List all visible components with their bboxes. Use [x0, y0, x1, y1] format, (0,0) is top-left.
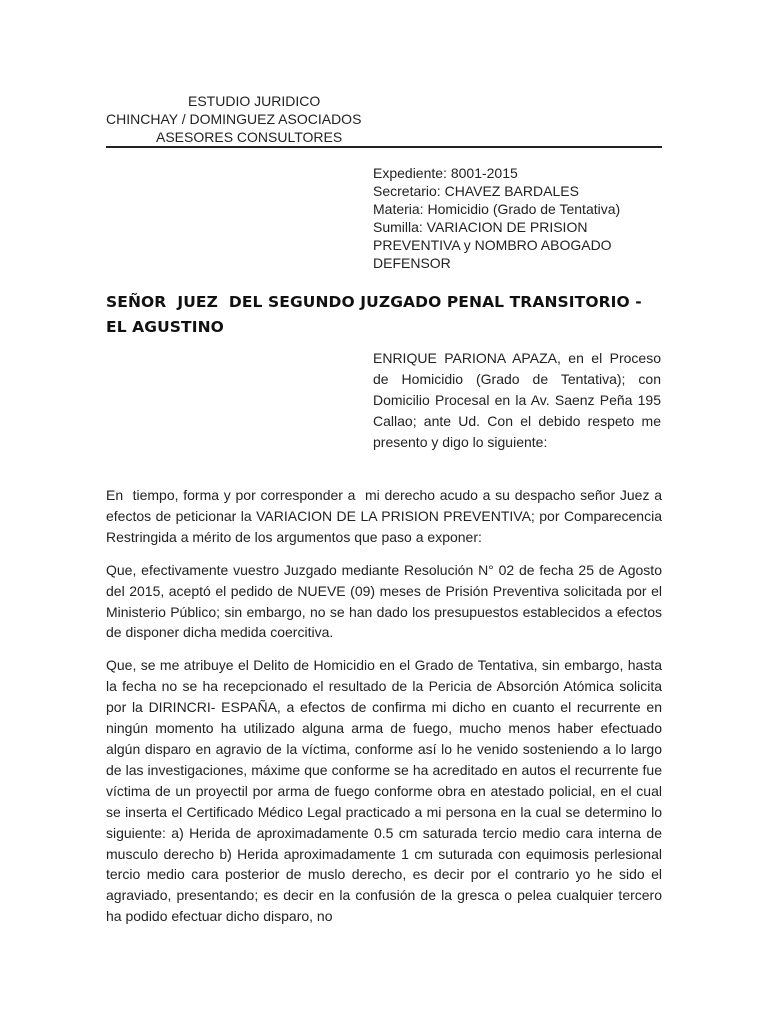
petitioner-intro: ENRIQUE PARIONA APAZA, en el Proceso de Homicidio (Grado de Tentativa); con Domicilio Procesal en la Av. Saenz Peña 195 Callao; ante Ud. Con el debido respeto me presento y digo lo siguiente: [373, 350, 661, 450]
firm-tagline: ASESORES CONSULTORES [156, 129, 343, 145]
letterhead-divider [106, 146, 662, 148]
case-sumilla-line-1: Sumilla: VARIACION DE PRISION [373, 219, 588, 235]
document-body [106, 485, 666, 939]
case-sumilla-line-2: PREVENTIVA y NOMBRO ABOGADO [373, 237, 612, 253]
addressee-line-1: SEÑOR JUEZ DEL SEGUNDO JUZGADO PENAL TRANSITORIO - [106, 293, 642, 311]
addressee-line-2: EL AGUSTINO [106, 318, 224, 336]
firm-name: ESTUDIO JURIDICO [188, 93, 321, 109]
letterhead [106, 92, 406, 146]
addressee-heading [106, 290, 666, 340]
body-paragraph: En tiempo, forma y por corresponder a mi derecho acudo a su despacho señor Juez a efectos de peticionar la VARIACION DE LA PRISION PREVENTIVA; por Comparecencia Restringida a mérito de los argumentos que paso a exponer: [106, 487, 666, 545]
case-secretario: Secretario: CHAVEZ BARDALES [373, 183, 579, 199]
body-paragraph: Que, se me atribuye el Delito de Homicidio en el Grado de Tentativa, sin embargo, hasta la fecha no se ha recepcionado el resultado de la Pericia de Absorción Atómica solicita por la DIRINCRI- ESPAÑA, a efectos de confirma mi dicho en cuanto el recurrente en ningún momento ha utilizado alguna arma de fuego, mucho menos haber efectuado algún disparo en agravio de la víctima, conforme así lo he venido sosteniendo a lo largo de las investigaciones, máxime que conforme se ha acreditado en autos el recurrente fue víctima de un proyectil por arma de fuego conforme obra en atestado policial, en el cual se inserta el Certificado Médico Legal practicado a mi persona en la cual se determino lo siguiente: a) Herida de aproximadamente 0.5 cm saturada tercio medio cara interna de musculo derecho b) Herida aproximadamente 1 cm suturada con equimosis perlesional tercio medio cara posterior de muslo derecho, es decir por el contrario yo he sido el agraviado, presentando; es decir en la confusión de la gresca o pelea cualquier tercero ha podido efectuar dicho disparo, no [106, 657, 662, 925]
firm-partners: CHINCHAY / DOMINGUEZ ASOCIADOS [106, 111, 362, 127]
case-expediente: Expediente: 8001-2015 [373, 165, 518, 181]
body-paragraph: Que, efectivamente vuestro Juzgado mediante Resolución N° 02 de fecha 25 de Agosto del 2015, aceptó el pedido de NUEVE (09) meses de Prisión Preventiva solicitada por el Ministerio Público; sin embargo, no se han dado los presupuestos establecidos a efectos de disponer dicha medida coercitiva. [106, 561, 662, 641]
case-materia: Materia: Homicidio (Grado de Tentativa) [373, 201, 621, 217]
case-info [373, 164, 673, 272]
case-sumilla-line-3: DEFENSOR [373, 255, 451, 271]
